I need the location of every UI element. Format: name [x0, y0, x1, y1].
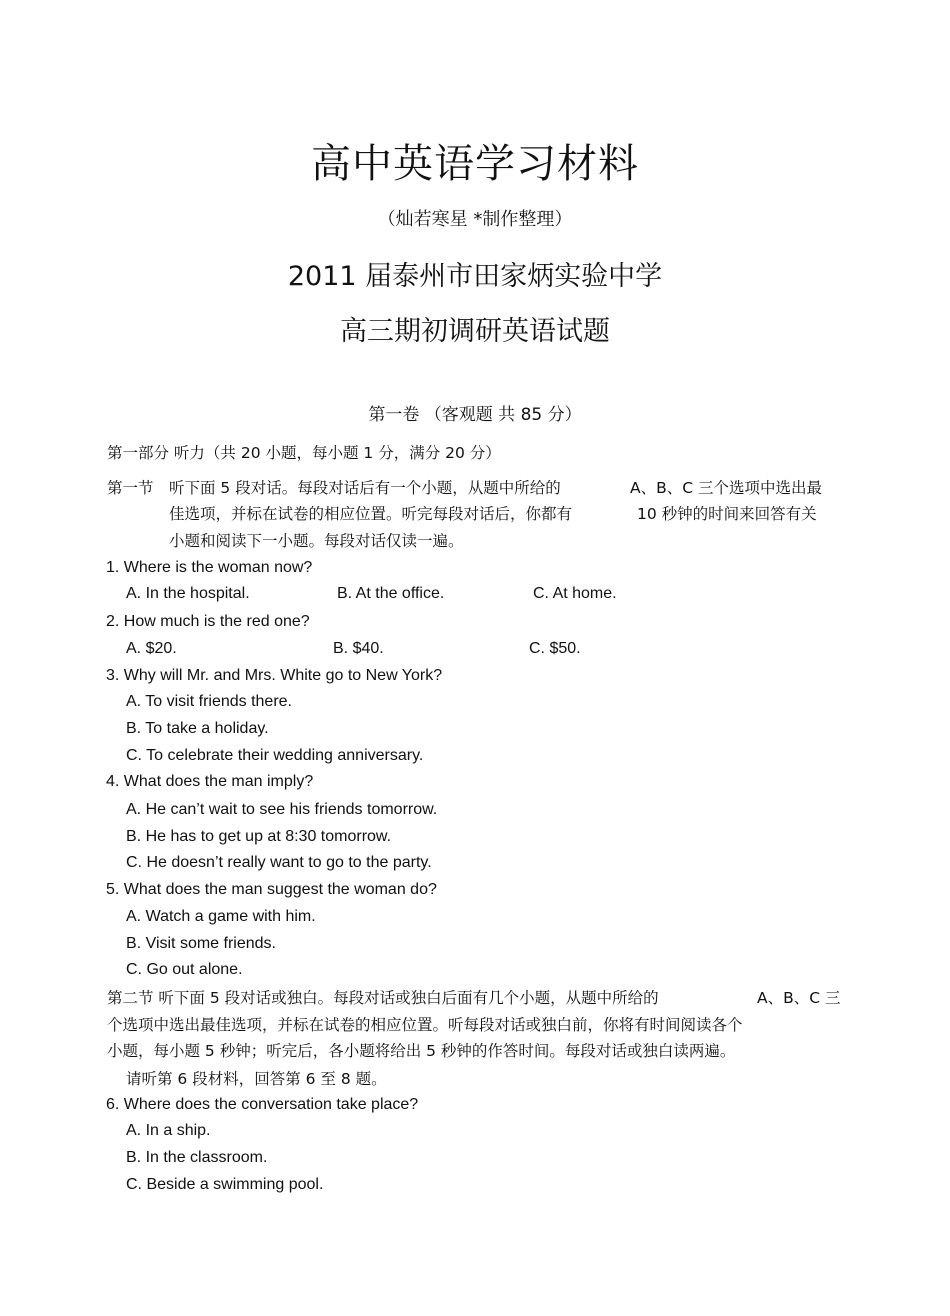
question-stem: 1. Where is the woman now? — [106, 559, 313, 576]
question-option: A. To visit friends there. — [126, 693, 292, 710]
question-option: B. At the office. — [337, 585, 445, 602]
section2-line1-options: A、B、C 三 — [757, 989, 841, 1007]
question-option: C. At home. — [533, 585, 617, 602]
part1-heading: 第一部分 听力（共 20 小题，每小题 1 分，满分 20 分） — [107, 444, 501, 462]
question-option: A. In a ship. — [126, 1122, 211, 1139]
question-option: B. In the classroom. — [126, 1149, 268, 1166]
section1-line2-text: 佳选项，并标在试卷的相应位置。听完每段对话后，你都有 — [169, 505, 573, 523]
question-option: B. He has to get up at 8:30 tomorrow. — [126, 828, 392, 845]
question-option: A. Watch a game with him. — [126, 908, 316, 925]
question-stem: 5. What does the man suggest the woman do? — [106, 881, 437, 898]
question-stem: 4. What does the man imply? — [106, 773, 314, 790]
question-stem: 2. How much is the red one? — [106, 613, 310, 630]
section1-line1-options: A、B、C 三个选项中选出最 — [630, 479, 822, 497]
section1-line3: 小题和阅读下一小题。每段对话仅读一遍。 — [169, 532, 464, 550]
question-option: A. In the hospital. — [126, 585, 250, 602]
section2-line3: 小题，每小题 5 秒钟；听完后，各小题将给出 5 秒钟的作答时间。每段对话或独白读两遍。 — [107, 1042, 736, 1060]
subtitle: （灿若寒星 *制作整理） — [377, 209, 573, 230]
exam-title-line2: 高三期初调研英语试题 — [340, 316, 610, 347]
question-option: C. To celebrate their wedding anniversary. — [126, 747, 424, 764]
main-title: 高中英语学习材料 — [311, 141, 639, 187]
section2-line1-text: 第二节 听下面 5 段对话或独白。每段对话或独白后面有几个小题，从题中所给的 — [107, 989, 659, 1007]
question-option: C. He doesn’t really want to go to the party. — [126, 854, 432, 871]
section2-line2: 个选项中选出最佳选项，并标在试卷的相应位置。听每段对话或独白前，你将有时间阅读各个 — [107, 1016, 743, 1034]
question-stem: 3. Why will Mr. and Mrs. White go to New York? — [106, 667, 443, 684]
question-option: A. He can’t wait to see his friends tomorrow. — [126, 801, 438, 818]
question-stem: 6. Where does the conversation take place? — [106, 1096, 419, 1113]
question-option: C. $50. — [529, 640, 581, 657]
question-option: B. $40. — [333, 640, 384, 657]
section1-label: 第一节 — [107, 479, 154, 497]
question-option: B. To take a holiday. — [126, 720, 269, 737]
section2-instruction: 请听第 6 段材料，回答第 6 至 8 题。 — [126, 1070, 387, 1088]
section1-line2-seconds: 10 秒钟的时间来回答有关 — [637, 505, 817, 523]
exam-title-line1: 2011 届泰州市田家炳实验中学 — [287, 261, 663, 292]
question-option: C. Beside a swimming pool. — [126, 1176, 324, 1193]
question-option: A. $20. — [126, 640, 177, 657]
volume-heading: 第一卷 （客观题 共 85 分） — [368, 405, 582, 425]
question-option: C. Go out alone. — [126, 961, 243, 978]
section1-line1-text: 听下面 5 段对话。每段对话后有一个小题，从题中所给的 — [169, 479, 561, 497]
question-option: B. Visit some friends. — [126, 935, 276, 952]
